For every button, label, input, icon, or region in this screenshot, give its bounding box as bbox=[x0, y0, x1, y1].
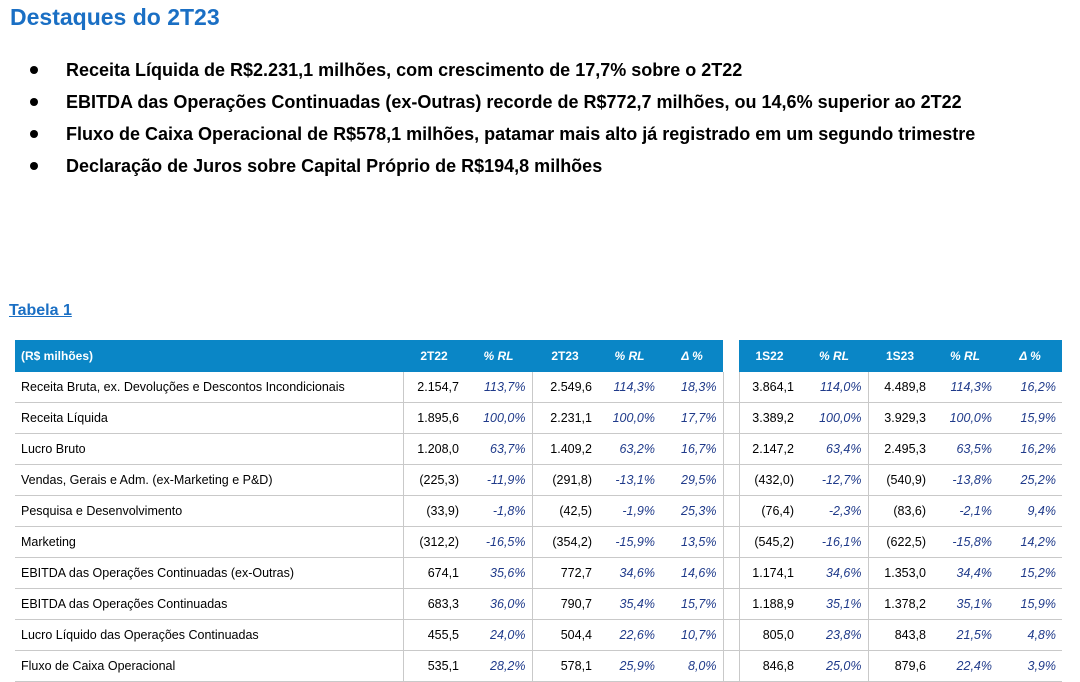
table-cell: 15,9% bbox=[1020, 597, 1056, 611]
table-cell: 100,0% bbox=[819, 411, 862, 425]
table-cell: 18,3% bbox=[681, 380, 717, 394]
table-cell: 34,6% bbox=[826, 566, 862, 580]
row-label: Pesquisa e Desenvolvimento bbox=[21, 504, 183, 518]
col-header: % RL bbox=[465, 340, 532, 372]
row-label: Marketing bbox=[21, 535, 76, 549]
table-cell: 2.495,3 bbox=[868, 434, 932, 465]
table-cell: 34,4% bbox=[956, 566, 992, 580]
table-cell: 1.353,0 bbox=[868, 558, 932, 589]
row-label: Receita Bruta, ex. Devoluções e Descontos Incondicionais bbox=[21, 380, 345, 394]
table-cell: 17,7% bbox=[681, 411, 717, 425]
table-cell: (225,3) bbox=[403, 465, 465, 496]
highlight-item bbox=[30, 54, 975, 86]
table-cell: 63,5% bbox=[956, 442, 992, 456]
table-cell: 16,2% bbox=[1020, 380, 1056, 394]
table-cell: 25,3% bbox=[681, 504, 717, 518]
table-cell: 14,6% bbox=[681, 566, 717, 580]
table-cell: 14,2% bbox=[1020, 535, 1056, 549]
table-cell: -11,9% bbox=[486, 473, 526, 487]
bullet-icon bbox=[30, 130, 38, 138]
table-cell: (540,9) bbox=[868, 465, 932, 496]
table-cell: 16,7% bbox=[681, 442, 717, 456]
row-label: EBITDA das Operações Continuadas bbox=[21, 597, 228, 611]
table-cell: 15,9% bbox=[1020, 411, 1056, 425]
table-cell: 3.864,1 bbox=[739, 372, 800, 403]
table-cell: 63,4% bbox=[826, 442, 862, 456]
table-cell: (432,0) bbox=[739, 465, 800, 496]
table-cell: 23,8% bbox=[826, 628, 862, 642]
table-cell: 113,7% bbox=[484, 380, 526, 394]
table-cell: 8,0% bbox=[688, 659, 717, 673]
column-gap bbox=[723, 403, 739, 434]
row-label: Lucro Líquido das Operações Continuadas bbox=[21, 628, 259, 642]
table-cell: 34,6% bbox=[619, 566, 655, 580]
table-cell: 15,7% bbox=[681, 597, 717, 611]
row-label: Vendas, Gerais e Adm. (ex-Marketing e P&D) bbox=[21, 473, 273, 487]
table-cell: 25,0% bbox=[826, 659, 862, 673]
table-cell: -13,1% bbox=[615, 473, 655, 487]
col-header: % RL bbox=[598, 340, 661, 372]
table-cell: 4,8% bbox=[1027, 628, 1056, 642]
table-cell: 535,1 bbox=[403, 651, 465, 682]
financial-table bbox=[15, 340, 1062, 682]
col-header: 1S23 bbox=[868, 340, 932, 372]
table-cell: -15,9% bbox=[615, 535, 655, 549]
table-cell: 805,0 bbox=[739, 620, 800, 651]
table-cell: 10,7% bbox=[681, 628, 717, 642]
table-cell: -16,1% bbox=[821, 535, 862, 549]
bullet-icon bbox=[30, 98, 38, 106]
table-cell: 13,5% bbox=[681, 535, 717, 549]
table-cell: 35,4% bbox=[619, 597, 655, 611]
table-row bbox=[15, 558, 1062, 589]
table-cell: 100,0% bbox=[483, 411, 526, 425]
col-header: 1S22 bbox=[739, 340, 800, 372]
column-gap bbox=[723, 372, 739, 403]
highlight-item bbox=[30, 118, 975, 150]
row-label: Fluxo de Caixa Operacional bbox=[21, 659, 176, 673]
table-cell: (354,2) bbox=[532, 527, 598, 558]
table-cell: (42,5) bbox=[532, 496, 598, 527]
column-gap bbox=[723, 465, 739, 496]
table-cell: -16,5% bbox=[485, 535, 526, 549]
table-cell: -2,3% bbox=[828, 504, 862, 518]
highlights-list bbox=[30, 54, 975, 182]
table-cell: 114,3% bbox=[950, 380, 992, 394]
table-cell: 29,5% bbox=[681, 473, 717, 487]
table-cell: 3.929,3 bbox=[868, 403, 932, 434]
table-cell: 1.895,6 bbox=[403, 403, 465, 434]
table-cell: 22,4% bbox=[956, 659, 992, 673]
table-cell: 790,7 bbox=[532, 589, 598, 620]
table-cell: 35,6% bbox=[490, 566, 526, 580]
highlight-text: EBITDA das Operações Continuadas (ex-Outras) recorde de R$772,7 milhões, ou 14,6% superior ao 2T22 bbox=[66, 92, 962, 112]
table-cell: 15,2% bbox=[1020, 566, 1056, 580]
table-row bbox=[15, 496, 1062, 527]
table-cell: 683,3 bbox=[403, 589, 465, 620]
highlight-text: Declaração de Juros sobre Capital Próprio de R$194,8 milhões bbox=[66, 156, 603, 176]
table-cell: 504,4 bbox=[532, 620, 598, 651]
table-cell: 36,0% bbox=[490, 597, 526, 611]
table-cell: -1,8% bbox=[492, 504, 526, 518]
table-cell: -13,8% bbox=[952, 473, 992, 487]
col-header: % RL bbox=[800, 340, 868, 372]
table-cell: 843,8 bbox=[868, 620, 932, 651]
bullet-icon bbox=[30, 66, 38, 74]
table-header-row bbox=[15, 340, 1062, 372]
table-cell: 578,1 bbox=[532, 651, 598, 682]
table-row bbox=[15, 434, 1062, 465]
table-row bbox=[15, 465, 1062, 496]
table-cell: -12,7% bbox=[821, 473, 862, 487]
col-header: 2T22 bbox=[403, 340, 465, 372]
table-cell: (545,2) bbox=[739, 527, 800, 558]
table-cell: 21,5% bbox=[956, 628, 992, 642]
table-cell: 25,2% bbox=[1020, 473, 1056, 487]
table-cell: 1.409,2 bbox=[532, 434, 598, 465]
table-row bbox=[15, 589, 1062, 620]
table-cell: 674,1 bbox=[403, 558, 465, 589]
table-cell: 1.208,0 bbox=[403, 434, 465, 465]
column-gap bbox=[723, 496, 739, 527]
header-label: (R$ milhões) bbox=[15, 340, 403, 372]
table-cell: 100,0% bbox=[612, 411, 655, 425]
table-cell: 28,2% bbox=[490, 659, 526, 673]
highlight-text: Receita Líquida de R$2.231,1 milhões, com crescimento de 17,7% sobre o 2T22 bbox=[66, 60, 743, 80]
table-cell: 24,0% bbox=[490, 628, 526, 642]
col-header: Δ % bbox=[661, 340, 723, 372]
table-cell: 114,3% bbox=[613, 380, 655, 394]
table-cell: 1.188,9 bbox=[739, 589, 800, 620]
table-row bbox=[15, 651, 1062, 682]
row-label: Receita Líquida bbox=[21, 411, 108, 425]
table-cell: 2.147,2 bbox=[739, 434, 800, 465]
table-cell: 3.389,2 bbox=[739, 403, 800, 434]
table-cell: 1.174,1 bbox=[739, 558, 800, 589]
table-cell: 16,2% bbox=[1020, 442, 1056, 456]
table-cell: 35,1% bbox=[826, 597, 862, 611]
table-row bbox=[15, 372, 1062, 403]
table-caption: Tabela 1 bbox=[9, 302, 72, 319]
col-header: 2T23 bbox=[532, 340, 598, 372]
table-cell: 100,0% bbox=[949, 411, 992, 425]
table-cell: 879,6 bbox=[868, 651, 932, 682]
column-gap bbox=[723, 620, 739, 651]
table-cell: 2.549,6 bbox=[532, 372, 598, 403]
table-cell: 772,7 bbox=[532, 558, 598, 589]
table-cell: -2,1% bbox=[959, 504, 992, 518]
table-cell: 35,1% bbox=[956, 597, 992, 611]
page-title: Destaques do 2T23 bbox=[10, 4, 220, 30]
highlight-item bbox=[30, 86, 975, 118]
column-gap bbox=[723, 589, 739, 620]
table-cell: 4.489,8 bbox=[868, 372, 932, 403]
table-cell: (76,4) bbox=[739, 496, 800, 527]
table-cell: 63,7% bbox=[490, 442, 526, 456]
col-header: % RL bbox=[932, 340, 998, 372]
highlight-item bbox=[30, 150, 975, 182]
table-cell: 25,9% bbox=[619, 659, 655, 673]
table-row bbox=[15, 403, 1062, 434]
table-cell: -1,9% bbox=[622, 504, 655, 518]
column-gap bbox=[723, 651, 739, 682]
table-row bbox=[15, 620, 1062, 651]
table-cell: 9,4% bbox=[1027, 504, 1056, 518]
table-cell: 2.231,1 bbox=[532, 403, 598, 434]
row-label: EBITDA das Operações Continuadas (ex-Outras) bbox=[21, 566, 295, 580]
column-gap bbox=[723, 340, 739, 372]
table-cell: 1.378,2 bbox=[868, 589, 932, 620]
table-row bbox=[15, 527, 1062, 558]
table-cell: 846,8 bbox=[739, 651, 800, 682]
table-cell: 22,6% bbox=[619, 628, 655, 642]
table-cell: (312,2) bbox=[403, 527, 465, 558]
table-cell: (83,6) bbox=[868, 496, 932, 527]
table-cell: 2.154,7 bbox=[403, 372, 465, 403]
highlight-text: Fluxo de Caixa Operacional de R$578,1 milhões, patamar mais alto já registrado em um segundo trimestre bbox=[66, 124, 976, 144]
column-gap bbox=[723, 527, 739, 558]
table-cell: 3,9% bbox=[1027, 659, 1056, 673]
table-cell: 63,2% bbox=[619, 442, 655, 456]
table-cell: (33,9) bbox=[403, 496, 465, 527]
column-gap bbox=[723, 558, 739, 589]
table-cell: 114,0% bbox=[820, 380, 862, 394]
column-gap bbox=[723, 434, 739, 465]
table-cell: 455,5 bbox=[403, 620, 465, 651]
table-cell: (622,5) bbox=[868, 527, 932, 558]
table-cell: (291,8) bbox=[532, 465, 598, 496]
bullet-icon bbox=[30, 162, 38, 170]
col-header: Δ % bbox=[998, 340, 1062, 372]
table-cell: -15,8% bbox=[952, 535, 992, 549]
row-label: Lucro Bruto bbox=[21, 442, 86, 456]
